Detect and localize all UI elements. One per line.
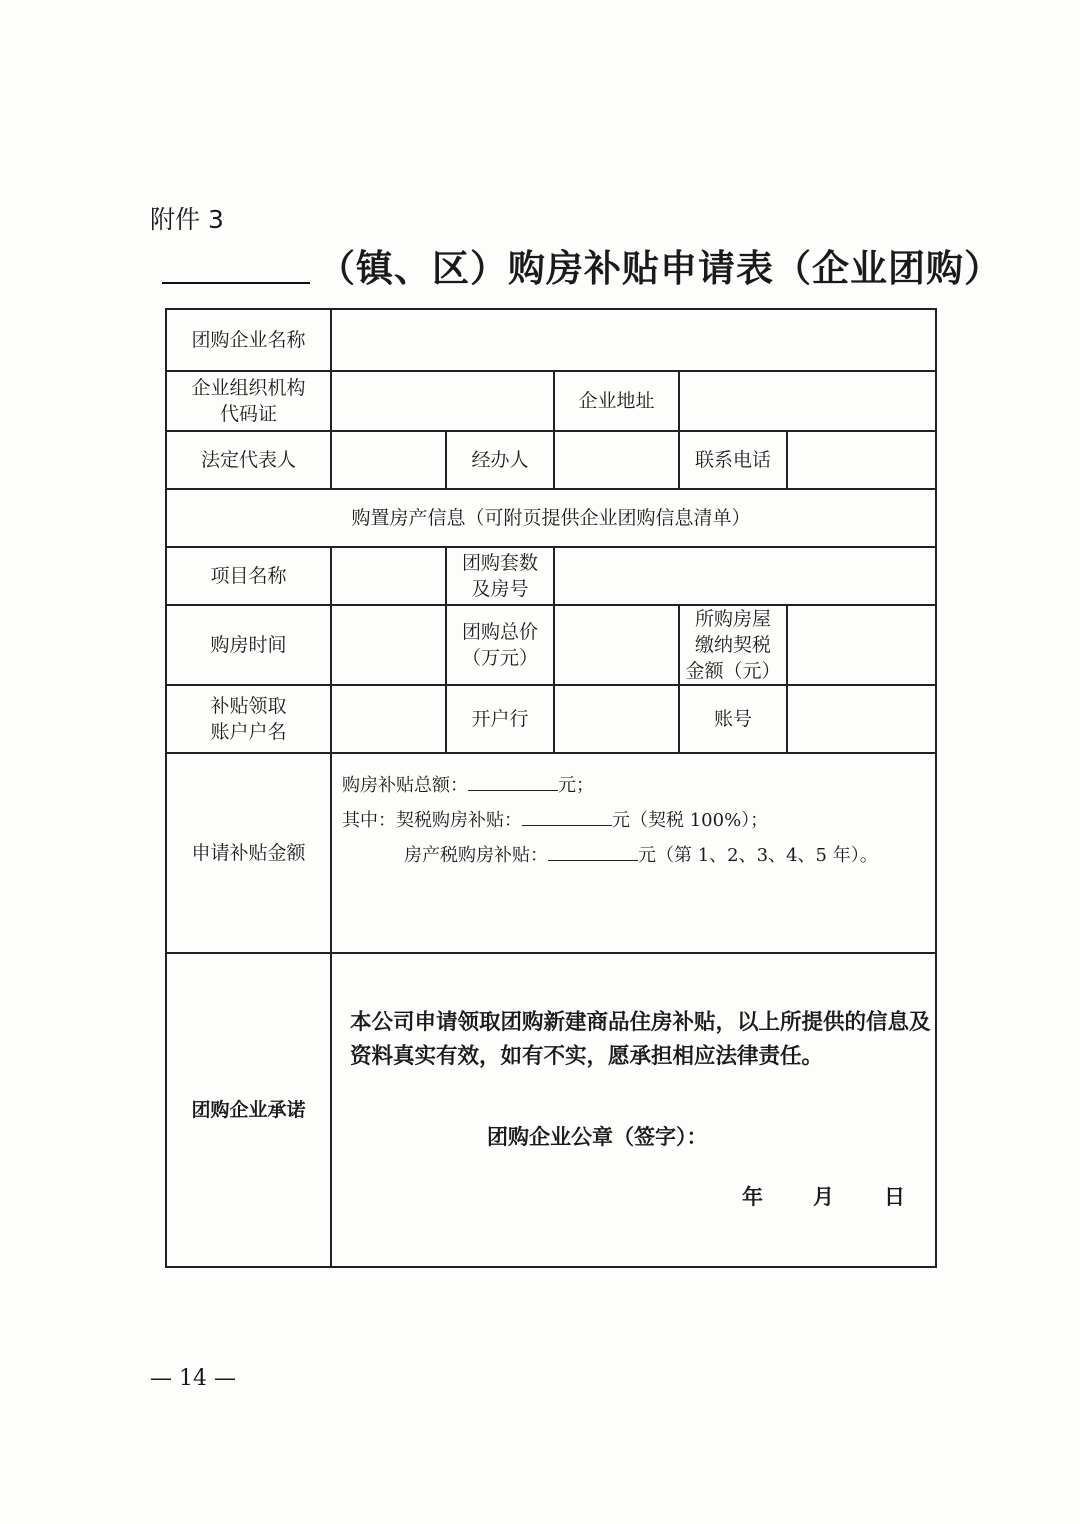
pledge-label: 团购企业承诺 <box>166 953 331 1267</box>
legal-rep-label: 法定代表人 <box>166 431 331 489</box>
attachment-label: 附件 3 <box>150 205 224 234</box>
title-blank-line <box>162 282 310 284</box>
total-price-field[interactable] <box>554 605 679 685</box>
property-tax-blank[interactable] <box>548 842 638 861</box>
day-label: 日 <box>884 1184 905 1209</box>
company-name-label: 团购企业名称 <box>166 309 331 371</box>
org-code-label-line2: 代码证 <box>219 403 277 425</box>
subsidy-total-suffix: 元； <box>558 775 594 796</box>
page-number: — 14 — <box>150 1366 236 1391</box>
handler-field[interactable] <box>554 431 679 489</box>
deed-subsidy-blank[interactable] <box>522 807 612 826</box>
subsidy-amount-label: 申请补贴金额 <box>166 753 331 953</box>
pledge-text: 本公司申请领取团购新建商品住房补贴，以上所提供的信息及资料真实有效，如有不实，愿承担相应法律责任。 <box>350 1010 931 1069</box>
property-tax-suffix: 元（第 1、2、3、4、5 年）。 <box>638 845 878 866</box>
property-info-header: 购置房产信息（可附页提供企业团购信息清单） <box>166 489 936 547</box>
account-name-label <box>166 685 331 753</box>
account-name-field[interactable] <box>331 685 446 753</box>
deed-tax-field[interactable] <box>787 605 936 685</box>
subsidy-total-prefix: 购房补贴总额： <box>342 775 468 796</box>
account-name-label-line2: 账户户名 <box>210 721 287 743</box>
subsidy-total-blank[interactable] <box>468 772 558 791</box>
property-tax-prefix: 房产税购房补贴： <box>404 845 548 866</box>
project-name-label: 项目名称 <box>166 547 331 605</box>
year-label: 年 <box>742 1184 763 1209</box>
deed-subsidy-prefix: 其中：契税购房补贴： <box>342 810 522 831</box>
deed-tax-label-line3: 金额（元） <box>685 660 781 682</box>
org-code-field[interactable] <box>331 371 554 431</box>
account-no-label: 账号 <box>679 685 787 753</box>
deed-tax-label <box>679 605 787 685</box>
purchase-time-label: 购房时间 <box>166 605 331 685</box>
deed-subsidy-line <box>342 807 925 834</box>
total-price-label-line2: （万元） <box>461 647 538 669</box>
pledge-cell <box>331 953 936 1267</box>
page-title: （镇、区）购房补贴申请表（企业团购） <box>318 247 1002 290</box>
total-price-label <box>446 605 554 685</box>
subsidy-amount-cell <box>331 753 936 953</box>
application-form-table <box>165 308 937 1268</box>
bank-label: 开户行 <box>446 685 554 753</box>
phone-field[interactable] <box>787 431 936 489</box>
purchase-time-field[interactable] <box>331 605 446 685</box>
date-row <box>742 1184 905 1210</box>
project-name-field[interactable] <box>331 547 446 605</box>
account-no-field[interactable] <box>787 685 936 753</box>
handler-label: 经办人 <box>446 431 554 489</box>
subsidy-total-line <box>342 772 925 799</box>
units-field[interactable] <box>554 547 936 605</box>
account-name-label-line1: 补贴领取 <box>210 695 287 717</box>
org-code-label-line1: 企业组织机构 <box>191 377 306 399</box>
address-field[interactable] <box>679 371 936 431</box>
month-label: 月 <box>813 1184 834 1209</box>
property-tax-line <box>342 842 925 869</box>
seal-label: 团购企业公章（签字）： <box>487 1124 708 1149</box>
deed-subsidy-suffix: 元（契税 100%）； <box>612 810 769 831</box>
legal-rep-field[interactable] <box>331 431 446 489</box>
bank-field[interactable] <box>554 685 679 753</box>
address-label: 企业地址 <box>554 371 679 431</box>
org-code-label <box>166 371 331 431</box>
units-label-line1: 团购套数 <box>461 552 538 574</box>
units-label <box>446 547 554 605</box>
company-name-field[interactable] <box>331 309 936 371</box>
deed-tax-label-line2: 缴纳契税 <box>694 634 771 656</box>
deed-tax-label-line1: 所购房屋 <box>694 608 771 630</box>
total-price-label-line1: 团购总价 <box>461 621 538 643</box>
units-label-line2: 及房号 <box>471 578 529 600</box>
phone-label: 联系电话 <box>679 431 787 489</box>
